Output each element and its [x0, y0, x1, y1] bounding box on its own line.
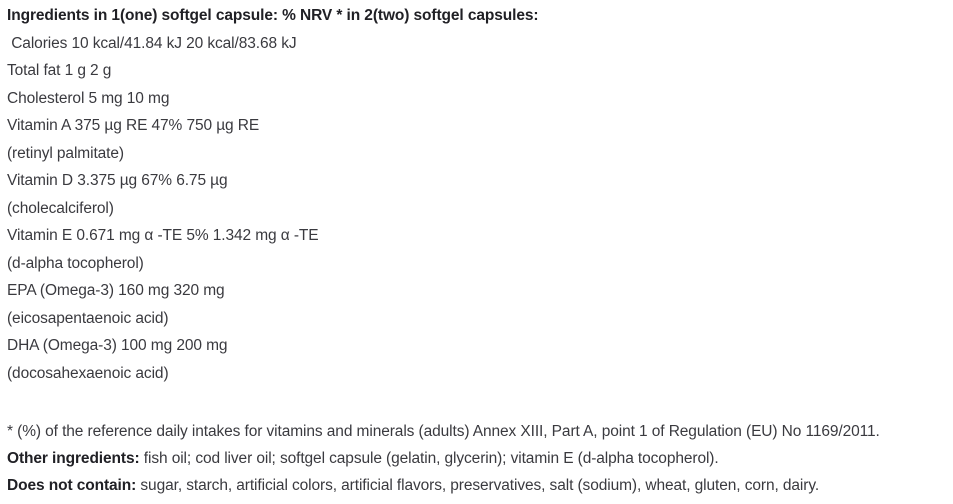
nutrition-line-vitamin-e-source: (d-alpha tocopherol) [7, 254, 144, 272]
other-ingredients-text: fish oil; cod liver oil; softgel capsule (gelatin, glycerin); vitamin E (d-alpha tocopherol). [143, 450, 719, 467]
other-ingredients-line [7, 445, 945, 472]
nutrition-line-vitamin-a: Vitamin A 375 µg RE 47% 750 µg RE [7, 117, 260, 134]
nutrition-line-calories: Calories 10 kcal/41.84 kJ 20 kcal/83.68 kJ [7, 34, 297, 52]
nutrition-line-vitamin-d: Vitamin D 3.375 µg 67% 6.75 µg [7, 172, 228, 189]
nutrition-line-vitamin-d-source: (cholecalciferol) [7, 199, 114, 217]
nutrition-line-total-fat: Total fat 1 g 2 g [7, 62, 112, 79]
does-not-contain-label: Does not contain: [7, 477, 137, 494]
nutrition-line-epa-source: (eicosapentaenoic acid) [7, 309, 169, 327]
nutrition-line-epa: EPA (Omega-3) 160 mg 320 mg [7, 282, 225, 299]
ingredients-header: Ingredients in 1(one) softgel capsule: % NRV * in 2(two) softgel capsules: [7, 7, 539, 24]
does-not-contain-text: sugar, starch, artificial colors, artificial flavors, preservatives, salt (sodium), wheat, gluten, corn, dairy. [140, 477, 820, 494]
other-ingredients-label: Other ingredients: [7, 450, 140, 467]
nutrition-line-cholesterol: Cholesterol 5 mg 10 mg [7, 89, 170, 107]
does-not-contain-line [7, 472, 945, 499]
nutrition-line-dha-source: (docosahexaenoic acid) [7, 364, 169, 382]
nutrition-line-dha: DHA (Omega-3) 100 mg 200 mg [7, 337, 228, 354]
nutrition-line-vitamin-a-source: (retinyl palmitate) [7, 144, 124, 162]
nrv-footnote: * (%) of the reference daily intakes for vitamins and minerals (adults) Annex XIII, Part A, point 1 of Regulation (EU) No 1169/2011. [7, 423, 880, 440]
footnotes-section [7, 418, 945, 499]
nutrition-line-vitamin-e: Vitamin E 0.671 mg α -TE 5% 1.342 mg α -TE [7, 227, 319, 244]
